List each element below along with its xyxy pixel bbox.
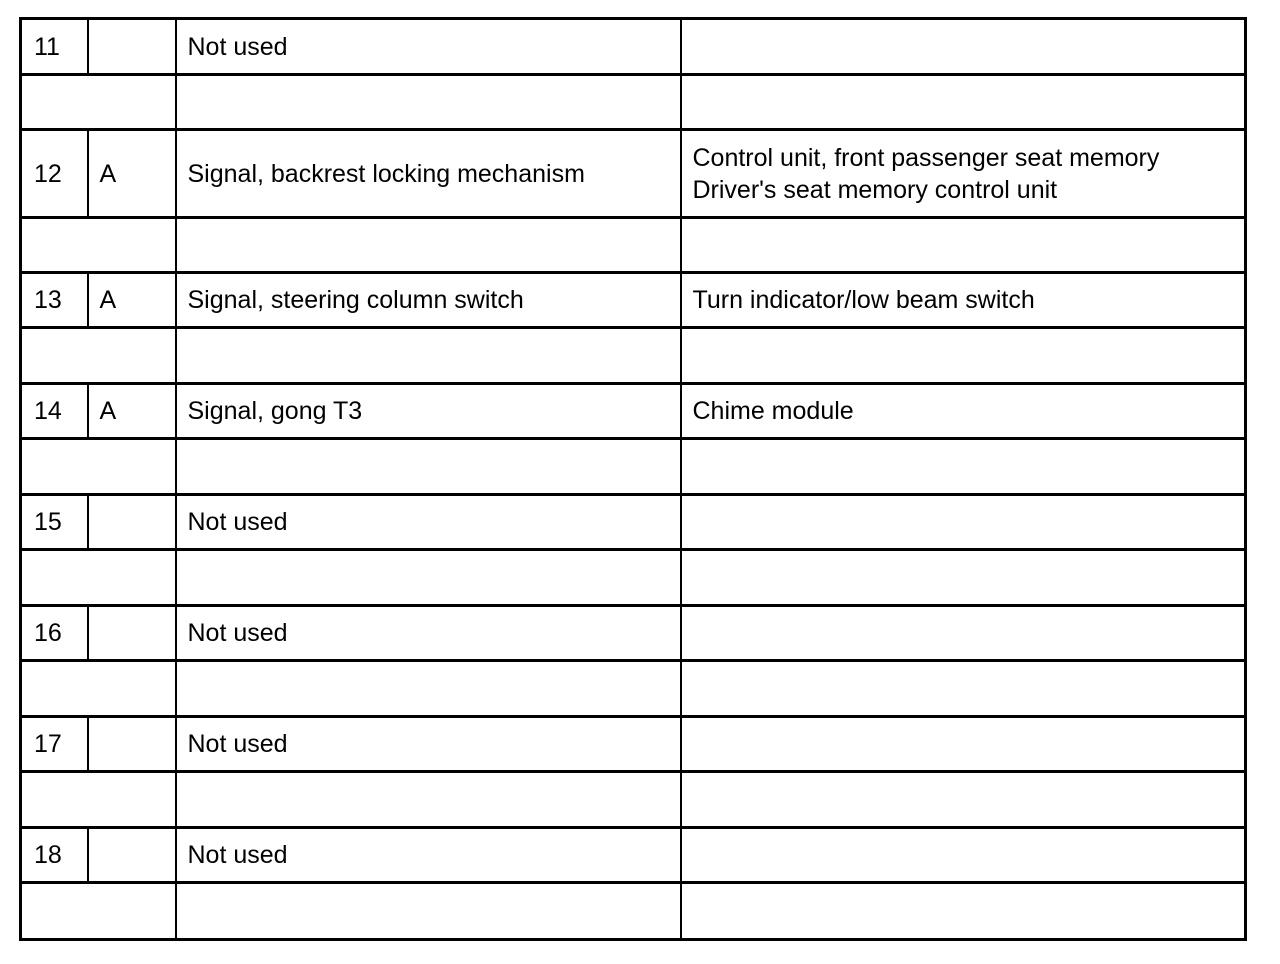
spacer-cell [681, 883, 1246, 940]
spacer-cell [176, 439, 681, 495]
pin-description: Not used [176, 717, 681, 772]
signal-type [88, 606, 176, 661]
spacer-cell [176, 550, 681, 606]
spacer-cell [681, 328, 1246, 384]
pin-table-body [21, 19, 1246, 940]
spacer-row [21, 439, 1246, 495]
spacer-cell [681, 75, 1246, 130]
spacer-cell [681, 772, 1246, 828]
spacer-cell [21, 661, 176, 717]
spacer-cell [176, 772, 681, 828]
pin-assignment-table [19, 17, 1247, 941]
table-row [21, 717, 1246, 772]
pin-number: 18 [21, 828, 88, 883]
spacer-cell [21, 75, 176, 130]
pin-connection [681, 717, 1246, 772]
signal-type: A [88, 273, 176, 328]
signal-type [88, 828, 176, 883]
spacer-row [21, 772, 1246, 828]
spacer-cell [176, 661, 681, 717]
spacer-cell [681, 439, 1246, 495]
pin-description: Not used [176, 19, 681, 75]
table-row [21, 606, 1246, 661]
signal-type: A [88, 384, 176, 439]
signal-type [88, 717, 176, 772]
pin-description: Not used [176, 495, 681, 550]
table-row [21, 130, 1246, 218]
spacer-row [21, 661, 1246, 717]
pin-connection [681, 19, 1246, 75]
spacer-cell [176, 328, 681, 384]
pin-connection: Control unit, front passenger seat memory Driver's seat memory control unit [681, 130, 1246, 218]
signal-type [88, 495, 176, 550]
spacer-cell [681, 661, 1246, 717]
table-row [21, 19, 1246, 75]
spacer-cell [176, 218, 681, 273]
pin-connection [681, 606, 1246, 661]
pin-number: 17 [21, 717, 88, 772]
pin-connection [681, 495, 1246, 550]
pin-number: 16 [21, 606, 88, 661]
pin-connection [681, 828, 1246, 883]
spacer-cell [21, 439, 176, 495]
table-row [21, 495, 1246, 550]
spacer-cell [21, 218, 176, 273]
table-row [21, 273, 1246, 328]
spacer-row [21, 883, 1246, 940]
spacer-cell [176, 883, 681, 940]
spacer-row [21, 75, 1246, 130]
pin-number: 13 [21, 273, 88, 328]
pin-description: Signal, steering column switch [176, 273, 681, 328]
pin-connection: Chime module [681, 384, 1246, 439]
pin-connection: Turn indicator/low beam switch [681, 273, 1246, 328]
signal-type: A [88, 130, 176, 218]
pin-number: 15 [21, 495, 88, 550]
spacer-cell [21, 883, 176, 940]
signal-type [88, 19, 176, 75]
spacer-cell [21, 772, 176, 828]
table-row [21, 384, 1246, 439]
pin-number: 12 [21, 130, 88, 218]
spacer-cell [681, 550, 1246, 606]
pin-number: 14 [21, 384, 88, 439]
spacer-row [21, 550, 1246, 606]
spacer-cell [681, 218, 1246, 273]
spacer-row [21, 218, 1246, 273]
spacer-cell [21, 328, 176, 384]
spacer-cell [21, 550, 176, 606]
spacer-cell [176, 75, 681, 130]
pin-description: Not used [176, 828, 681, 883]
pin-description: Not used [176, 606, 681, 661]
pin-number: 11 [21, 19, 88, 75]
pin-description: Signal, gong T3 [176, 384, 681, 439]
table-row [21, 828, 1246, 883]
spacer-row [21, 328, 1246, 384]
pin-description: Signal, backrest locking mechanism [176, 130, 681, 218]
